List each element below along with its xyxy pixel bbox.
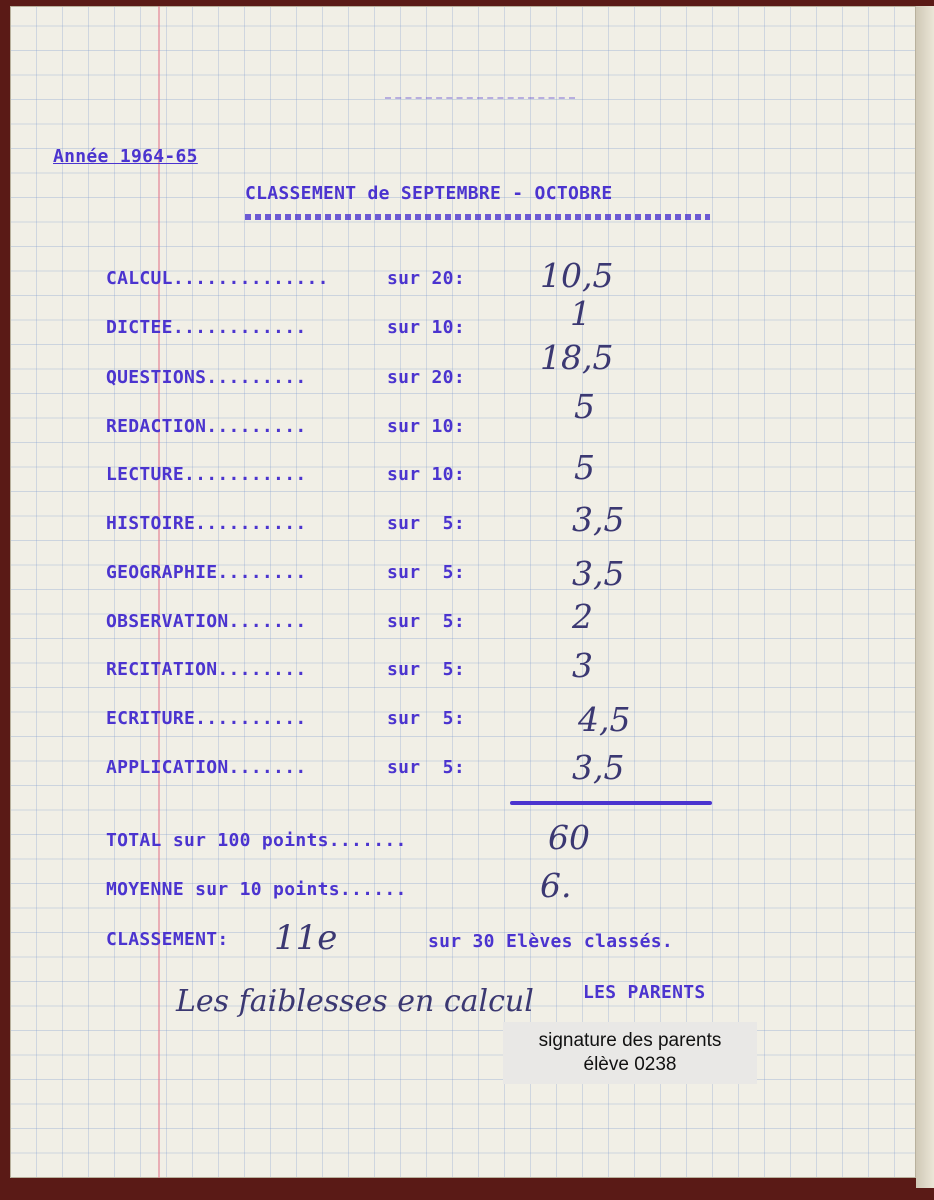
heading-underline	[245, 214, 710, 220]
adjacent-page-edge	[916, 6, 934, 1188]
sum-rule	[510, 801, 712, 805]
archive-label-line1: signature des parents	[538, 1030, 722, 1051]
subject-grade: 1	[570, 294, 591, 333]
subject-grade: 5	[574, 448, 595, 487]
subject-label: ECRITURE..........	[106, 708, 307, 729]
subject-label: HISTOIRE..........	[106, 513, 307, 534]
subject-label: REDACTION.........	[106, 416, 307, 437]
subject-grade: 4,5	[578, 700, 631, 739]
subject-grade: 2	[572, 597, 593, 636]
subject-scale: sur 5:	[387, 513, 465, 534]
subject-grade: 5	[574, 387, 595, 426]
subject-scale: sur 10:	[387, 416, 465, 437]
margin-line	[158, 6, 160, 1178]
subject-scale: sur 5:	[387, 562, 465, 583]
parents-label: LES PARENTS	[583, 982, 706, 1003]
subject-grade: 3	[572, 646, 593, 685]
subject-scale: sur 20:	[387, 367, 465, 388]
subject-label: OBSERVATION.......	[106, 611, 307, 632]
subject-scale: sur 5:	[387, 757, 465, 778]
subject-scale: sur 5:	[387, 708, 465, 729]
school-year: Année 1964-65	[53, 146, 198, 167]
subject-grade: 18,5	[540, 338, 614, 377]
subject-scale: sur 5:	[387, 611, 465, 632]
archive-label-line2: élève 0238	[583, 1054, 677, 1075]
total-value: 60	[548, 818, 590, 857]
subject-scale: sur 10:	[387, 317, 465, 338]
subject-label: QUESTIONS.........	[106, 367, 307, 388]
subject-scale: sur 10:	[387, 464, 465, 485]
average-value: 6.	[540, 866, 572, 905]
subject-label: DICTEE............	[106, 317, 307, 338]
rank-suffix: sur 30 Elèves classés.	[428, 931, 674, 952]
subject-label: GEOGRAPHIE........	[106, 562, 307, 583]
subject-label: CALCUL..............	[106, 268, 329, 289]
subject-label: LECTURE...........	[106, 464, 307, 485]
subject-label: RECITATION........	[106, 659, 307, 680]
subject-label: APPLICATION.......	[106, 757, 307, 778]
top-dotted-line	[385, 97, 575, 100]
total-label: TOTAL sur 100 points.......	[106, 830, 407, 851]
subject-grade: 3,5	[572, 500, 625, 539]
average-label: MOYENNE sur 10 points......	[106, 879, 407, 900]
rank-label: CLASSEMENT:	[106, 929, 229, 950]
subject-scale: sur 20:	[387, 268, 465, 289]
subject-grade: 10,5	[540, 256, 614, 295]
subject-scale: sur 5:	[387, 659, 465, 680]
report-heading: CLASSEMENT de SEPTEMBRE - OCTOBRE	[245, 183, 613, 204]
teacher-remark: Les faiblesses en calcul	[176, 984, 534, 1019]
subject-grade: 3,5	[572, 554, 625, 593]
subject-grade: 3,5	[572, 748, 625, 787]
rank-value: 11e	[274, 918, 338, 958]
archive-label	[503, 1022, 757, 1084]
